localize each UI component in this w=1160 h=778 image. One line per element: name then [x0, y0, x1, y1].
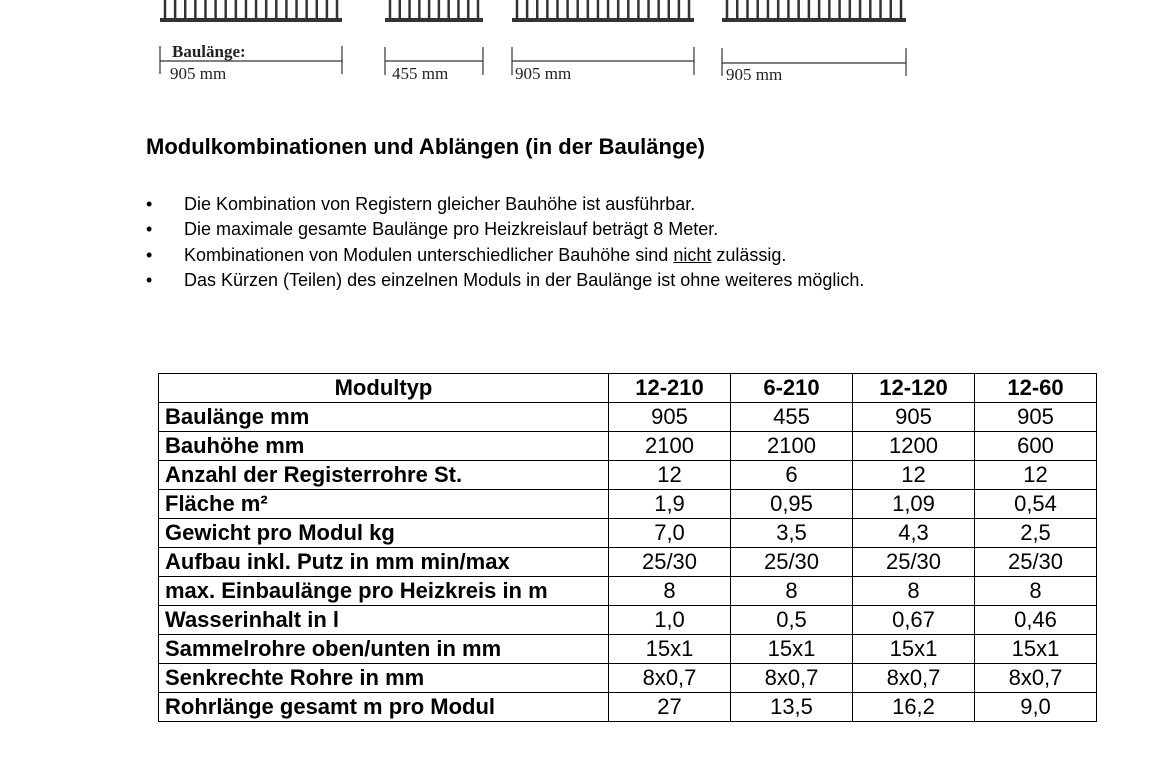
- module-spec-table: [158, 373, 1097, 722]
- table-row: [159, 664, 1097, 693]
- table-row: [159, 432, 1097, 461]
- row-label: Aufbau inkl. Putz in mm min/max: [159, 548, 609, 577]
- table-row: [159, 635, 1097, 664]
- table-cell: 25/30: [731, 548, 853, 577]
- table-cell: 8: [853, 577, 975, 606]
- list-item: • Die maximale gesamte Baulänge pro Heizkreislauf beträgt 8 Meter.: [146, 217, 864, 242]
- table-cell: 455: [731, 403, 853, 432]
- table-cell: 905: [609, 403, 731, 432]
- table-cell: 600: [975, 432, 1097, 461]
- bullet-icon: •: [146, 269, 153, 290]
- table-cell: 16,2: [853, 693, 975, 722]
- table-cell: 8x0,7: [853, 664, 975, 693]
- module-diagram: [0, 0, 1160, 100]
- table-cell: 25/30: [975, 548, 1097, 577]
- header-6-210: 6-210: [731, 374, 853, 403]
- row-label: Fläche m²: [159, 490, 609, 519]
- table-row: [159, 461, 1097, 490]
- table-cell: 6: [731, 461, 853, 490]
- table-cell: 7,0: [609, 519, 731, 548]
- emphasis-nicht: nicht: [673, 244, 712, 265]
- table-cell: 0,95: [731, 490, 853, 519]
- row-label: Baulänge mm: [159, 403, 609, 432]
- table-cell: 0,67: [853, 606, 975, 635]
- list-item: • Das Kürzen (Teilen) des einzelnen Moduls in der Baulänge ist ohne weiteres möglich.: [146, 268, 864, 293]
- rules-list: [146, 192, 864, 293]
- table-cell: 8: [975, 577, 1097, 606]
- module-1-title: Baulänge:: [172, 42, 246, 61]
- table-cell: 12: [975, 461, 1097, 490]
- table-cell: 2100: [731, 432, 853, 461]
- table-header-row: [159, 374, 1097, 403]
- table-row: [159, 403, 1097, 432]
- table-row: [159, 519, 1097, 548]
- table-cell: 8: [731, 577, 853, 606]
- table-row: [159, 693, 1097, 722]
- table-cell: 8x0,7: [731, 664, 853, 693]
- bullet-icon: •: [146, 194, 153, 214]
- header-12-210: 12-210: [609, 374, 731, 403]
- header-12-60: 12-60: [975, 374, 1097, 403]
- table-cell: 8: [609, 577, 731, 606]
- row-label: Rohrlänge gesamt m pro Modul: [159, 693, 609, 722]
- table-cell: 9,0: [975, 693, 1097, 722]
- table-cell: 3,5: [731, 519, 853, 548]
- table-cell: 0,54: [975, 490, 1097, 519]
- table-cell: 0,46: [975, 606, 1097, 635]
- table-row: [159, 606, 1097, 635]
- table-cell: 15x1: [731, 635, 853, 664]
- module-1-length: 905 mm: [170, 64, 227, 83]
- table-cell: 15x1: [853, 635, 975, 664]
- table-cell: 4,3: [853, 519, 975, 548]
- table-cell: 13,5: [731, 693, 853, 722]
- table-cell: 2100: [609, 432, 731, 461]
- table-cell: 905: [975, 403, 1097, 432]
- bullet-icon: •: [146, 244, 153, 265]
- table-cell: 1,0: [609, 606, 731, 635]
- row-label: Anzahl der Registerrohre St.: [159, 461, 609, 490]
- table-cell: 27: [609, 693, 731, 722]
- table-cell: 0,5: [731, 606, 853, 635]
- module-4-length: 905 mm: [726, 65, 783, 84]
- table-cell: 1,9: [609, 490, 731, 519]
- row-label: Sammelrohre oben/unten in mm: [159, 635, 609, 664]
- table-cell: 1200: [853, 432, 975, 461]
- header-modultyp: Modultyp: [159, 374, 609, 403]
- table-cell: 8x0,7: [975, 664, 1097, 693]
- table-cell: 905: [853, 403, 975, 432]
- section-heading: Modulkombinationen und Ablängen (in der Baulänge): [146, 134, 705, 159]
- table-cell: 25/30: [609, 548, 731, 577]
- bullet-icon: •: [146, 219, 153, 240]
- table-cell: 12: [853, 461, 975, 490]
- row-label: Wasserinhalt in l: [159, 606, 609, 635]
- table-cell: 12: [609, 461, 731, 490]
- table-cell: 8x0,7: [609, 664, 731, 693]
- table-row: [159, 490, 1097, 519]
- module-2-length: 455 mm: [392, 64, 449, 83]
- table-row: [159, 548, 1097, 577]
- row-label: Senkrechte Rohre in mm: [159, 664, 609, 693]
- row-label: Gewicht pro Modul kg: [159, 519, 609, 548]
- table-cell: 15x1: [609, 635, 731, 664]
- table-row: [159, 577, 1097, 606]
- table-cell: 15x1: [975, 635, 1097, 664]
- table-cell: 25/30: [853, 548, 975, 577]
- list-item: • Die Kombination von Registern gleicher Bauhöhe ist ausführbar.: [146, 192, 864, 217]
- row-label: max. Einbaulänge pro Heizkreis in m: [159, 577, 609, 606]
- table-cell: 1,09: [853, 490, 975, 519]
- module-3-length: 905 mm: [515, 64, 572, 83]
- list-item: • Kombinationen von Modulen unterschiedlicher Bauhöhe sind nicht zulässig.: [146, 243, 864, 268]
- header-12-120: 12-120: [853, 374, 975, 403]
- row-label: Bauhöhe mm: [159, 432, 609, 461]
- table-cell: 2,5: [975, 519, 1097, 548]
